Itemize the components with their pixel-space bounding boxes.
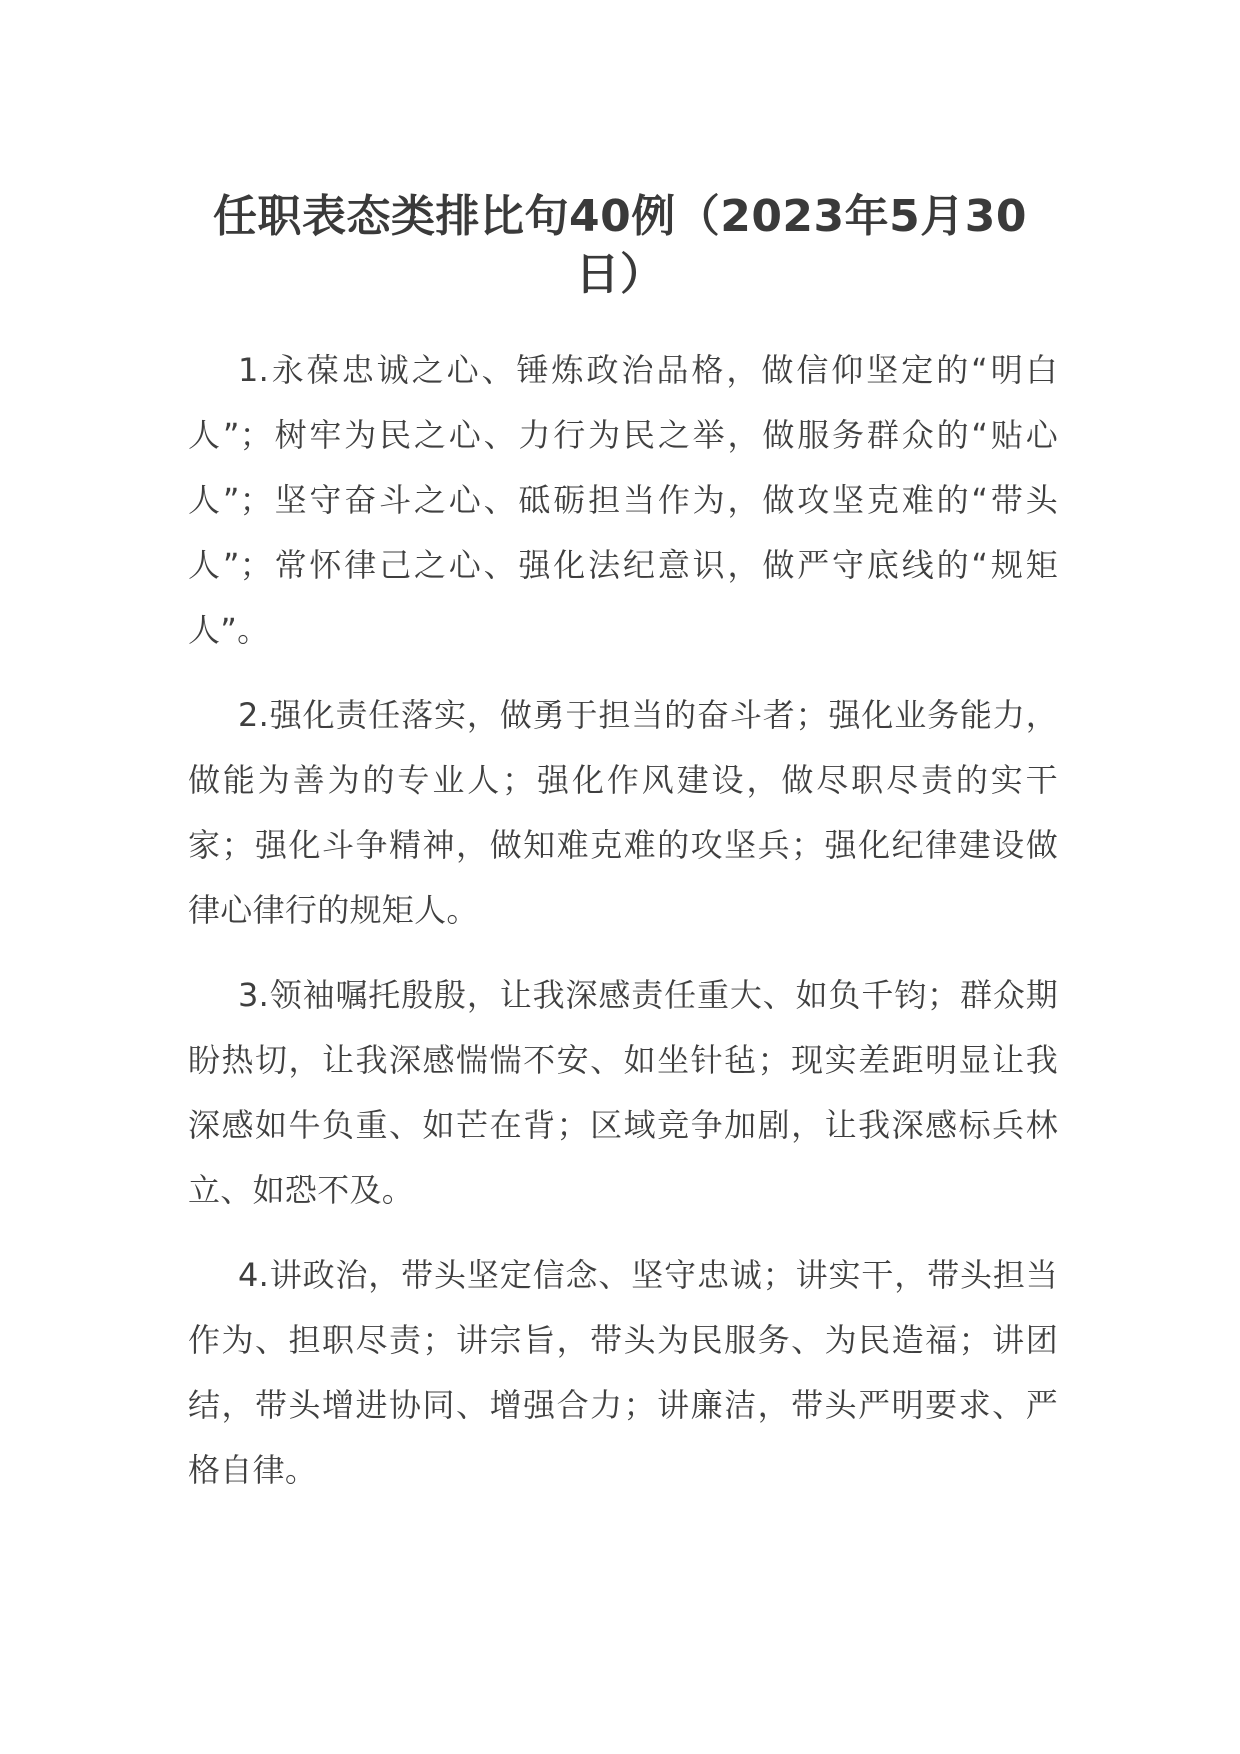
document-body bbox=[188, 338, 1058, 1523]
paragraph-1: 1.永葆忠诚之心、锤炼政治品格，做信仰坚定的“明白人”；树牢为民之心、力行为民之举，做服务群众的“贴心人”；坚守奋斗之心、砥砺担当作为，做攻坚克难的“带头人”；常怀律己之心、强化法纪意识，做严守底线的“规矩人”。 bbox=[188, 351, 1058, 649]
paragraph-3: 3.领袖嘱托殷殷，让我深感责任重大、如负千钧；群众期盼热切，让我深感惴惴不安、如坐针毡；现实差距明显让我深感如牛负重、如芒在背；区域竞争加剧，让我深感标兵林立、如恐不及。 bbox=[188, 976, 1058, 1209]
paragraph-4: 4.讲政治，带头坚定信念、坚守忠诚；讲实干，带头担当作为、担职尽责；讲宗旨，带头为民服务、为民造福；讲团结，带头增进协同、增强合力；讲廉洁，带头严明要求、严格自律。 bbox=[188, 1256, 1058, 1489]
paragraph-2: 2.强化责任落实，做勇于担当的奋斗者；强化业务能力，做能为善为的专业人；强化作风建设，做尽职尽责的实干家；强化斗争精神，做知难克难的攻坚兵；强化纪律建设做律心律行的规矩人。 bbox=[188, 696, 1058, 929]
document-title: 任职表态类排比句40例（2023年5月30日） bbox=[212, 191, 1028, 300]
